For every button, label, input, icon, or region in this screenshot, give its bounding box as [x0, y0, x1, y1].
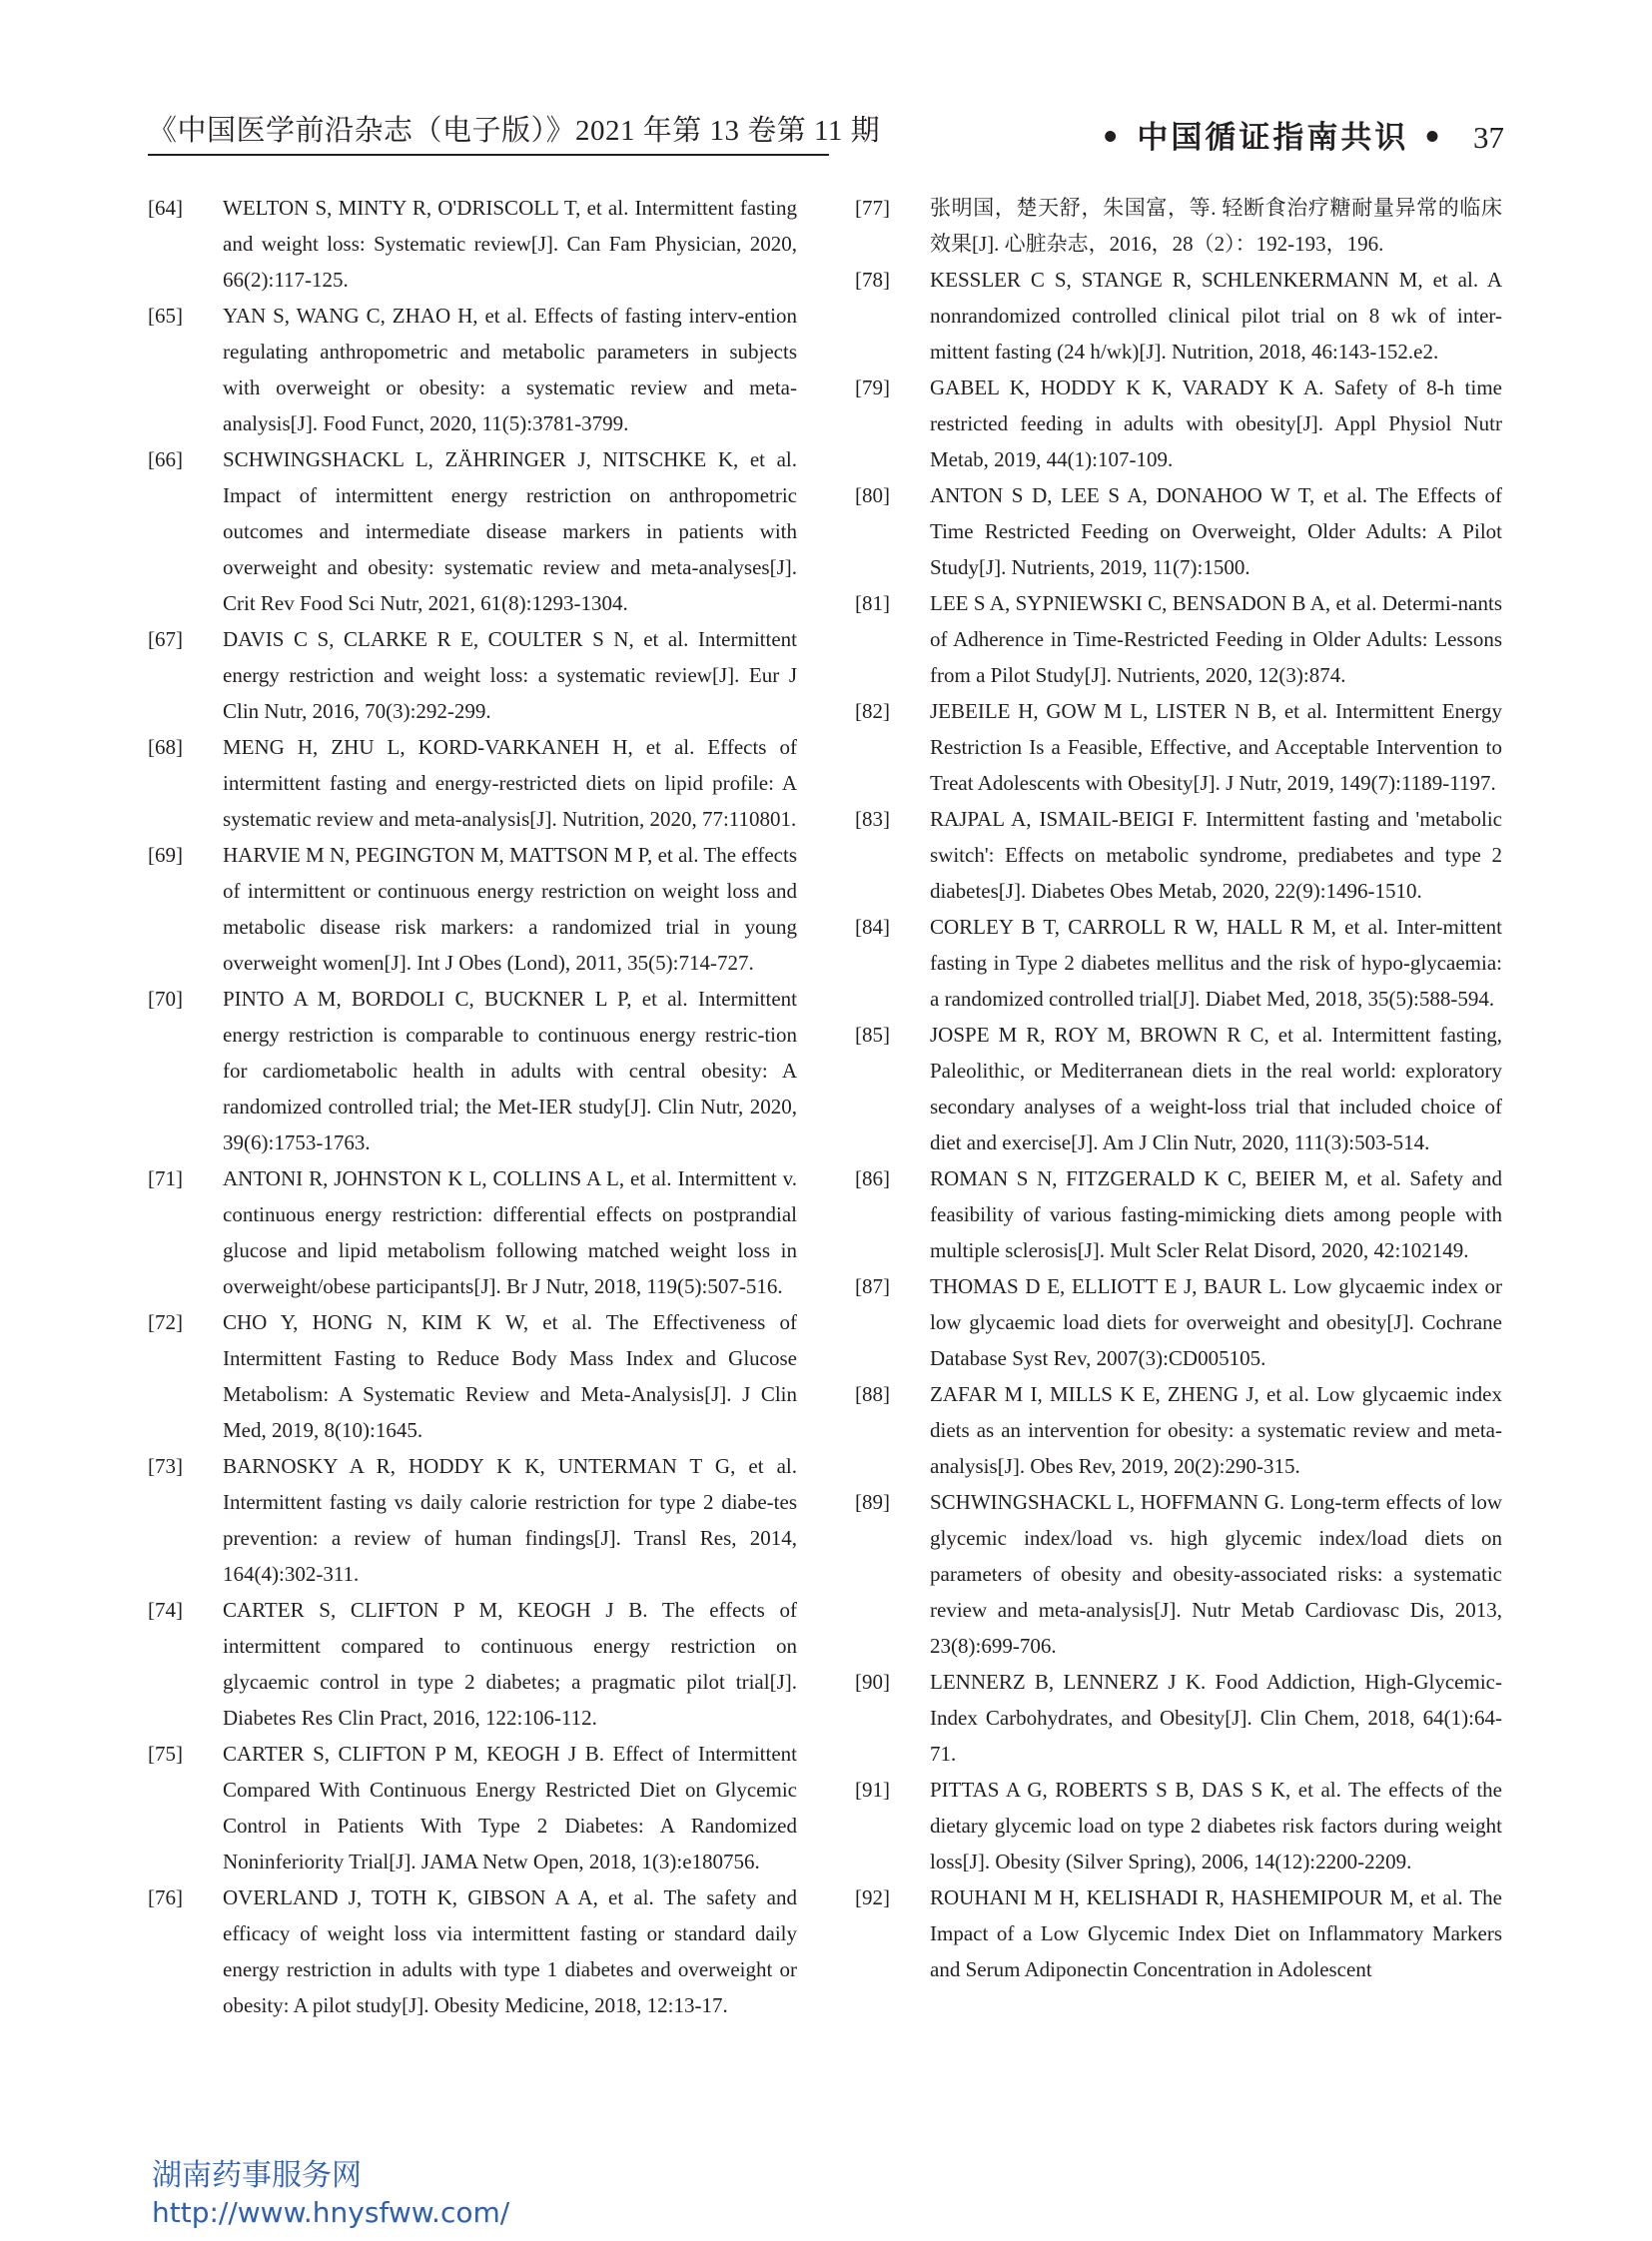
reference-item — [855, 190, 1502, 262]
reference-text: RAJPAL A, ISMAIL-BEIGI F. Intermittent fasting and 'metabolic switch': Effects on metabolic syndrome, prediabetes and type 2 diabetes[J]. Diabetes Obes Metab, 2020, 22(9):1496-1510. — [930, 807, 1502, 903]
reference-number: [71] — [148, 1166, 183, 1190]
footer-url[interactable]: http://www.hnysfww.com/ — [152, 2196, 510, 2229]
reference-item — [855, 1772, 1502, 1879]
reference-number: [78] — [855, 268, 890, 292]
reference-item — [855, 1017, 1502, 1160]
reference-item — [148, 190, 797, 298]
reference-column-right — [855, 190, 1502, 1987]
section-title: • 中国循证指南共识 • — [1100, 120, 1445, 156]
reference-number: [79] — [855, 375, 890, 399]
footer-watermark — [152, 2157, 509, 2231]
reference-text: CARTER S, CLIFTON P M, KEOGH J B. The effects of intermittent compared to continuous energy restriction on glycaemic control in type 2 diabetes; a pragmatic pilot trial[J]. Diabetes Res Clin Pract, 2016, 122:106-112. — [223, 1598, 797, 1730]
reference-number: [72] — [148, 1310, 183, 1334]
reference-text: LENNERZ B, LENNERZ J K. Food Addiction, High-Glycemic-Index Carbohydrates, and Obesity[J]. Clin Chem, 2018, 64(1):64-71. — [930, 1670, 1502, 1766]
reference-text: JEBEILE H, GOW M L, LISTER N B, et al. Intermittent Energy Restriction Is a Feasible, Effective, and Acceptable Intervention to Treat Adolescents with Obesity[J]. J Nutr, 2019, 149(7):1189-1197. — [930, 699, 1502, 795]
reference-number: [73] — [148, 1454, 183, 1478]
reference-column-left — [148, 190, 797, 2023]
reference-text: ANTONI R, JOHNSTON K L, COLLINS A L, et al. Intermittent v. continuous energy restriction: differential effects on postprandial glucose and lipid metabolism following matched weight loss in overweight/obese participants[J]. Br J Nutr, 2018, 119(5):507-516. — [223, 1166, 797, 1298]
reference-text: PINTO A M, BORDOLI C, BUCKNER L P, et al. Intermittent energy restriction is comparable to continuous energy restric-tion for cardiometabolic health in adults with central obesity: A randomized controlled trial; the Met-IER study[J]. Clin Nutr, 2020, 39(6):1753-1763. — [223, 987, 797, 1154]
reference-number: [92] — [855, 1885, 890, 1909]
reference-text: THOMAS D E, ELLIOTT E J, BAUR L. Low glycaemic index or low glycaemic load diets for overweight and obesity[J]. Cochrane Database Syst Rev, 2007(3):CD005105. — [930, 1274, 1502, 1370]
reference-number: [90] — [855, 1670, 890, 1694]
reference-item — [148, 621, 797, 729]
reference-number: [66] — [148, 447, 183, 471]
reference-number: [75] — [148, 1742, 183, 1766]
reference-text: CHO Y, HONG N, KIM K W, et al. The Effectiveness of Intermittent Fasting to Reduce Body Mass Index and Glucose Metabolism: A Systematic Review and Meta-Analysis[J]. J Clin Med, 2019, 8(10):1645. — [223, 1310, 797, 1442]
reference-item — [855, 909, 1502, 1017]
reference-text: SCHWINGSHACKL L, ZÄHRINGER J, NITSCHKE K, et al. Impact of intermittent energy restriction on anthropometric outcomes and intermediate disease markers in patients with overweight and obesity: systematic review and meta-analyses[J]. Crit Rev Food Sci Nutr, 2021, 61(8):1293-1304. — [223, 447, 797, 615]
reference-text: HARVIE M N, PEGINGTON M, MATTSON M P, et al. The effects of intermittent or continuous energy restriction on weight loss and metabolic disease risk markers: a randomized trial in young overweight women[J]. Int J Obes (Lond), 2011, 35(5):714-727. — [223, 843, 797, 975]
reference-item — [855, 801, 1502, 909]
reference-text: CARTER S, CLIFTON P M, KEOGH J B. Effect of Intermittent Compared With Continuous Energy Restricted Diet on Glycemic Control in Patients With Type 2 Diabetes: A Randomized Noninferiority Trial[J]. JAMA Netw Open, 2018, 1(3):e180756. — [223, 1742, 797, 1873]
reference-number: [87] — [855, 1274, 890, 1298]
reference-number: [65] — [148, 304, 183, 328]
reference-text: YAN S, WANG C, ZHAO H, et al. Effects of fasting interv-ention regulating anthropometric and metabolic parameters in subjects with overweight or obesity: a systematic review and meta-analysis[J]. Food Funct, 2020, 11(5):3781-3799. — [223, 304, 797, 435]
reference-text: LEE S A, SYPNIEWSKI C, BENSADON B A, et al. Determi-nants of Adherence in Time-Restricted Feeding in Older Adults: Lessons from a Pilot Study[J]. Nutrients, 2020, 12(3):874. — [930, 591, 1502, 687]
reference-item — [855, 1879, 1502, 1987]
reference-item — [148, 1448, 797, 1592]
journal-header: 《中国医学前沿杂志（电子版）》2021 年第 13 卷第 11 期 — [148, 115, 881, 147]
header-rule — [148, 154, 829, 156]
reference-item — [148, 1304, 797, 1448]
reference-item — [855, 1484, 1502, 1664]
reference-text: GABEL K, HODDY K K, VARADY K A. Safety of 8-h time restricted feeding in adults with obesity[J]. Appl Physiol Nutr Metab, 2019, 44(1):107-109. — [930, 375, 1502, 471]
reference-text: KESSLER C S, STANGE R, SCHLENKERMANN M, et al. A nonrandomized controlled clinical pilot trial on 8 wk of inter-mittent fasting (24 h/wk)[J]. Nutrition, 2018, 46:143-152.e2. — [930, 268, 1502, 364]
reference-item — [855, 477, 1502, 585]
reference-item — [148, 1736, 797, 1879]
reference-number: [76] — [148, 1885, 183, 1909]
reference-item — [855, 693, 1502, 801]
reference-text: PITTAS A G, ROBERTS S B, DAS S K, et al. The effects of the dietary glycemic load on type 2 diabetes risk factors during weight loss[J]. Obesity (Silver Spring), 2006, 14(12):2200-2209. — [930, 1778, 1502, 1873]
page-number: 37 — [1473, 120, 1504, 155]
reference-number: [68] — [148, 735, 183, 759]
reference-text: ZAFAR M I, MILLS K E, ZHENG J, et al. Low glycaemic index diets as an intervention for obesity: a systematic review and meta-analysis[J]. Obes Rev, 2019, 20(2):290-315. — [930, 1382, 1502, 1478]
section-header — [1101, 112, 1504, 157]
reference-number: [67] — [148, 627, 183, 651]
reference-number: [64] — [148, 196, 183, 220]
reference-text: CORLEY B T, CARROLL R W, HALL R M, et al. Inter-mittent fasting in Type 2 diabetes mellitus and the risk of hypo-glycaemia: a randomized controlled trial[J]. Diabet Med, 2018, 35(5):588-594. — [930, 915, 1502, 1011]
reference-number: [86] — [855, 1166, 890, 1190]
reference-item — [148, 441, 797, 621]
reference-number: [74] — [148, 1598, 183, 1622]
reference-text: JOSPE M R, ROY M, BROWN R C, et al. Intermittent fasting, Paleolithic, or Mediterranean diets in the real world: exploratory secondary analyses of a weight-loss trial that included choice of diet and exercise[J]. Am J Clin Nutr, 2020, 111(3):503-514. — [930, 1023, 1502, 1154]
reference-item — [855, 1268, 1502, 1376]
reference-item — [855, 1376, 1502, 1484]
reference-item — [148, 1879, 797, 2023]
reference-item — [855, 1160, 1502, 1268]
reference-item — [855, 370, 1502, 477]
reference-number: [89] — [855, 1490, 890, 1514]
reference-number: [84] — [855, 915, 890, 939]
reference-item — [148, 1592, 797, 1736]
reference-number: [81] — [855, 591, 890, 615]
reference-number: [91] — [855, 1778, 890, 1802]
reference-text: OVERLAND J, TOTH K, GIBSON A A, et al. The safety and efficacy of weight loss via intermittent fasting or standard daily energy restriction in adults with type 1 diabetes and overweight or obesity: A pilot study[J]. Obesity Medicine, 2018, 12:13-17. — [223, 1885, 797, 2017]
reference-number: [85] — [855, 1023, 890, 1047]
reference-item — [148, 298, 797, 441]
reference-item — [855, 262, 1502, 370]
reference-text: MENG H, ZHU L, KORD-VARKANEH H, et al. Effects of intermittent fasting and energy-restricted diets on lipid profile: A systematic review and meta-analysis[J]. Nutrition, 2020, 77:110801. — [223, 735, 797, 831]
reference-text: WELTON S, MINTY R, O'DRISCOLL T, et al. Intermittent fasting and weight loss: Systematic review[J]. Can Fam Physician, 2020, 66(2):117-125. — [223, 196, 797, 292]
reference-number: [70] — [148, 987, 183, 1011]
reference-number: [77] — [855, 196, 890, 220]
reference-text: 张明国，楚天舒，朱国富，等. 轻断食治疗糖耐量异常的临床效果[J]. 心脏杂志，2016，28（2）：192-193，196. — [930, 196, 1502, 256]
reference-item — [855, 585, 1502, 693]
reference-item — [148, 729, 797, 837]
reference-text: DAVIS C S, CLARKE R E, COULTER S N, et al. Intermittent energy restriction and weight loss: a systematic review[J]. Eur J Clin Nutr, 2016, 70(3):292-299. — [223, 627, 797, 723]
reference-text: SCHWINGSHACKL L, HOFFMANN G. Long-term effects of low glycemic index/load vs. high glycemic index/load diets on parameters of obesity and obesity-associated risks: a systematic review and meta-analysis[J]. Nutr Metab Cardiovasc Dis, 2013, 23(8):699-706. — [930, 1490, 1502, 1658]
reference-item — [148, 1160, 797, 1304]
reference-number: [80] — [855, 483, 890, 507]
reference-number: [82] — [855, 699, 890, 723]
reference-number: [88] — [855, 1382, 890, 1406]
footer-site-name: 湖南药事服务网 — [152, 2158, 362, 2193]
reference-text: ROUHANI M H, KELISHADI R, HASHEMIPOUR M, et al. The Impact of a Low Glycemic Index Diet on Inflammatory Markers and Serum Adiponectin Concentration in Adolescent — [930, 1885, 1502, 1981]
reference-text: ANTON S D, LEE S A, DONAHOO W T, et al. The Effects of Time Restricted Feeding on Overweight, Older Adults: A Pilot Study[J]. Nutrients, 2019, 11(7):1500. — [930, 483, 1502, 579]
reference-text: BARNOSKY A R, HODDY K K, UNTERMAN T G, et al. Intermittent fasting vs daily calorie restriction for type 2 diabe-tes prevention: a review of human findings[J]. Transl Res, 2014, 164(4):302-311. — [223, 1454, 797, 1586]
reference-item — [148, 837, 797, 981]
reference-item — [855, 1664, 1502, 1772]
reference-number: [69] — [148, 843, 183, 867]
reference-number: [83] — [855, 807, 890, 831]
reference-text: ROMAN S N, FITZGERALD K C, BEIER M, et al. Safety and feasibility of various fasting-mimicking diets among people with multiple sclerosis[J]. Mult Scler Relat Disord, 2020, 42:102149. — [930, 1166, 1502, 1262]
reference-item — [148, 981, 797, 1160]
